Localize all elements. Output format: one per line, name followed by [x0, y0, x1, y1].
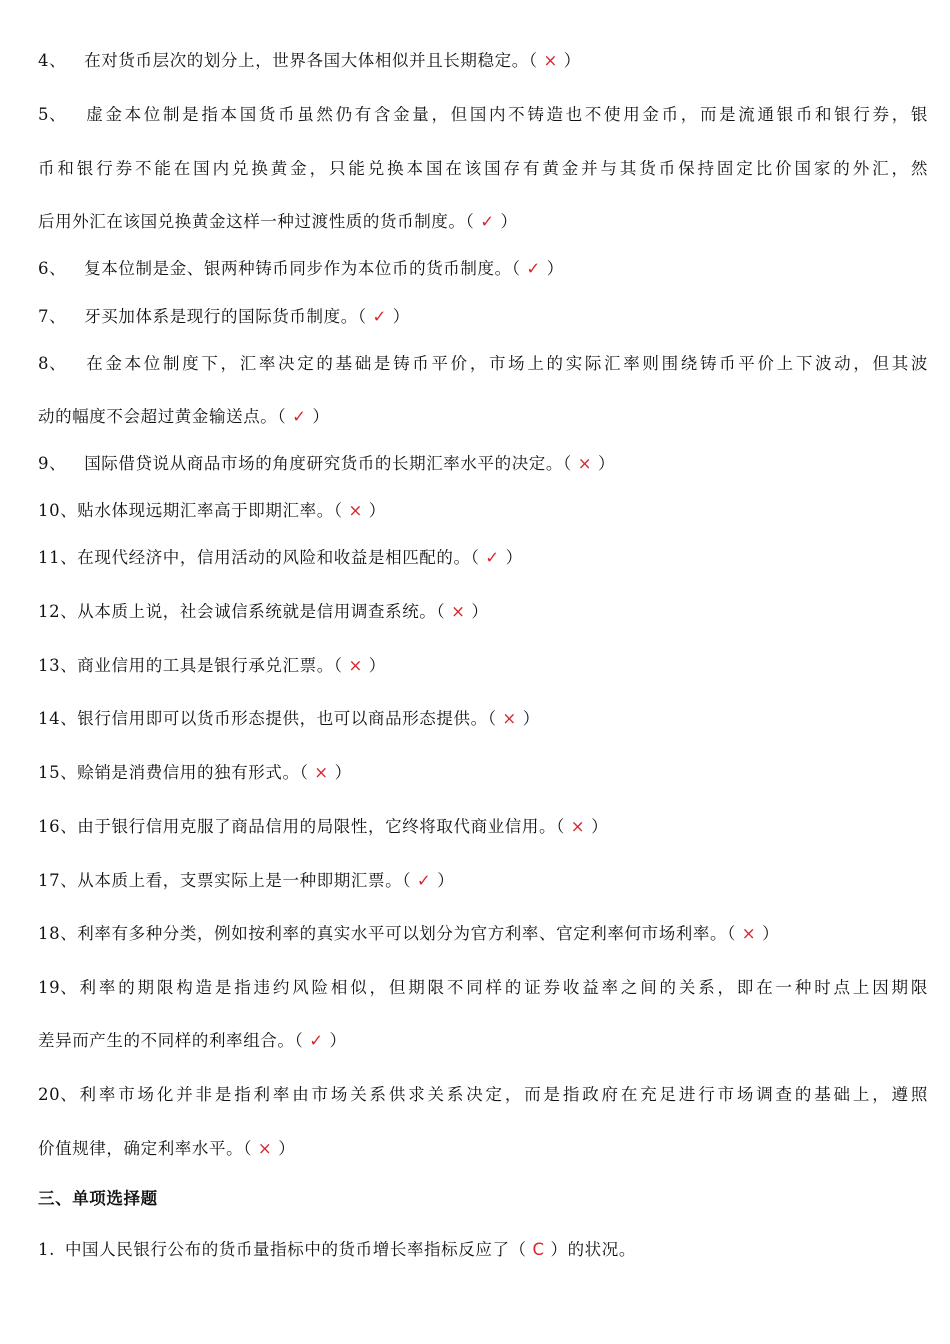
item-text: 商业信用的工具是银行承兑汇票。（ — [77, 656, 349, 675]
close-paren: ） — [516, 709, 540, 728]
item-number: 9、 — [38, 454, 67, 473]
close-paren: ） — [540, 259, 564, 278]
close-paren: ） — [328, 763, 352, 782]
check-mark-icon: ✓ — [526, 259, 541, 278]
item-text: 贴水体现远期汇率高于即期汇率。（ — [77, 501, 349, 520]
tf-item-13 — [38, 655, 928, 677]
check-mark-icon: ✓ — [309, 1031, 324, 1050]
item-number: 6、 — [38, 259, 67, 278]
tf-item-10 — [38, 500, 928, 522]
item-number: 8、 — [38, 354, 67, 373]
item-text: 在对货币层次的划分上，世界各国大体相似并且长期稳定。（ — [84, 51, 544, 70]
tf-item-8-cont — [38, 406, 928, 428]
close-paren: ） — [272, 1139, 296, 1158]
item-number: 12、 — [38, 602, 78, 621]
tf-item-6 — [38, 258, 928, 280]
item-text: 赊销是消费信用的独有形式。（ — [77, 763, 315, 782]
item-text: 牙买加体系是现行的国际货币制度。（ — [84, 307, 373, 326]
tf-item-16 — [38, 816, 928, 838]
item-number: 10、 — [38, 501, 78, 520]
tf-item-12 — [38, 601, 928, 623]
cross-mark-icon: × — [314, 763, 329, 782]
item-number: 4、 — [38, 51, 67, 70]
tf-item-18 — [38, 923, 928, 945]
tf-item-5-cont-2 — [38, 211, 928, 233]
question-text-end: ）的状况。 — [544, 1240, 636, 1259]
tf-item-14 — [38, 708, 928, 730]
item-number: 15、 — [38, 763, 78, 782]
close-paren: ） — [386, 307, 410, 326]
item-text-line-3: 后用外汇在该国兑换黄金这样一种过渡性质的货币制度。（ — [38, 212, 481, 231]
item-text-line-1: 利率市场化并非是指利率由市场关系供求关系决定，而是指政府在充足进行市场调查的基础上，遵照 — [77, 1085, 928, 1104]
cross-mark-icon: × — [451, 602, 466, 621]
tf-item-17 — [38, 870, 928, 892]
close-paren: ） — [362, 501, 386, 520]
check-mark-icon: ✓ — [485, 548, 500, 567]
item-text: 利率有多种分类，例如按利率的真实水平可以划分为官方利率、官定利率何市场利率。（ — [77, 924, 742, 943]
item-text-line-1: 利率的期限构造是指违约风险相似，但期限不同样的证券收益率之间的关系，即在一种时点上因期限 — [77, 978, 928, 997]
close-paren: ） — [557, 51, 581, 70]
close-paren: ） — [499, 548, 523, 567]
tf-item-20 — [38, 1084, 928, 1106]
cross-mark-icon: × — [257, 1139, 273, 1158]
item-number: 20、 — [38, 1085, 78, 1104]
tf-item-15 — [38, 762, 928, 784]
close-paren: ） — [362, 656, 386, 675]
tf-item-5 — [38, 104, 928, 126]
item-text-line-1: 在金本位制度下，汇率决定的基础是铸币平价，市场上的实际汇率则围绕铸币平价上下波动，但其波 — [84, 354, 928, 373]
close-paren: ） — [756, 924, 780, 943]
tf-item-5-cont-1 — [38, 158, 928, 180]
check-mark-icon: ✓ — [372, 307, 387, 326]
tf-item-4 — [38, 50, 928, 72]
close-paren: ） — [306, 407, 330, 426]
item-text: 银行信用即可以货币形态提供，也可以商品形态提供。（ — [77, 709, 503, 728]
close-paren: ） — [494, 212, 518, 231]
item-text-line-2: 动的幅度不会超过黄金输送点。（ — [38, 407, 293, 426]
item-text: 国际借贷说从商品市场的角度研究货币的长期汇率水平的决定。（ — [84, 454, 578, 473]
check-mark-icon: ✓ — [480, 212, 495, 231]
item-number: 14、 — [38, 709, 78, 728]
close-paren: ） — [592, 454, 616, 473]
cross-mark-icon: × — [577, 454, 593, 473]
question-text: 中国人民银行公布的货币量指标中的货币增长率指标反应了（ — [64, 1240, 533, 1259]
tf-item-7 — [38, 306, 928, 328]
item-text-line-2: 差异而产生的不同样的利率组合。（ — [38, 1031, 310, 1050]
item-text: 从本质上说，社会诚信系统就是信用调查系统。（ — [77, 602, 452, 621]
cross-mark-icon: × — [543, 51, 558, 70]
close-paren: ） — [431, 871, 455, 890]
item-text: 在现代经济中，信用活动的风险和收益是相匹配的。（ — [77, 548, 486, 567]
close-paren: ） — [585, 817, 609, 836]
item-number: 7、 — [38, 307, 67, 326]
mc-question-1 — [38, 1239, 928, 1261]
tf-item-19 — [38, 977, 928, 999]
cross-mark-icon: × — [348, 656, 363, 675]
close-paren: ） — [323, 1031, 347, 1050]
item-number: 13、 — [38, 656, 78, 675]
item-text: 从本质上看，支票实际上是一种即期汇票。（ — [77, 871, 417, 890]
item-number: 5、 — [38, 105, 67, 124]
item-number: 19、 — [38, 978, 78, 997]
question-number: 1. — [38, 1240, 55, 1259]
item-text-line-1: 虚金本位制是指本国货币虽然仍有含金量，但国内不铸造也不使用金币，而是流通银币和银行券，银 — [84, 105, 928, 124]
cross-mark-icon: × — [570, 817, 586, 836]
item-number: 17、 — [38, 871, 78, 890]
item-text-line-2: 币和银行券不能在国内兑换黄金，只能兑换本国在该国存有黄金并与其货币保持固定比价国家的外汇，然 — [38, 159, 928, 178]
item-text: 由于银行信用克服了商品信用的局限性，它终将取代商业信用。（ — [77, 817, 571, 836]
tf-item-11 — [38, 547, 928, 569]
section-heading: 三、单项选择题 — [38, 1189, 158, 1208]
cross-mark-icon: × — [348, 501, 363, 520]
item-number: 16、 — [38, 817, 78, 836]
item-text: 复本位制是金、银两种铸币同步作为本位币的货币制度。（ — [84, 259, 527, 278]
check-mark-icon: ✓ — [292, 407, 307, 426]
item-number: 18、 — [38, 924, 78, 943]
close-paren: ） — [465, 602, 489, 621]
cross-mark-icon: × — [741, 924, 757, 943]
tf-item-9 — [38, 453, 928, 475]
item-text-line-2: 价值规律，确定利率水平。（ — [38, 1139, 258, 1158]
answer-letter: C — [532, 1240, 545, 1259]
item-number: 11、 — [38, 548, 78, 567]
tf-item-8 — [38, 353, 928, 375]
tf-item-19-cont — [38, 1030, 928, 1052]
tf-item-20-cont — [38, 1138, 928, 1160]
cross-mark-icon: × — [502, 709, 517, 728]
check-mark-icon: ✓ — [416, 871, 432, 890]
